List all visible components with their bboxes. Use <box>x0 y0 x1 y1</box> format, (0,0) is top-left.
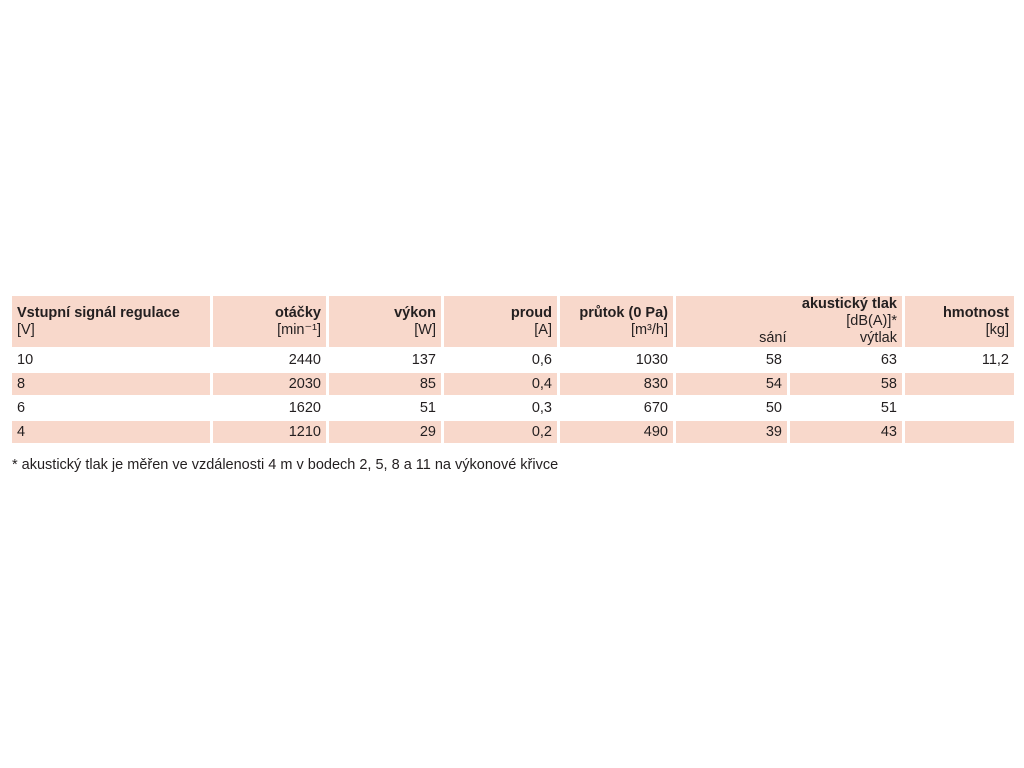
cell-weight <box>905 373 1014 395</box>
header-signal-name: Vstupní signál regulace <box>17 304 180 321</box>
cell-signal: 6 <box>17 400 26 416</box>
header-current <box>444 296 557 347</box>
cell-weight <box>905 421 1014 443</box>
header-power <box>329 296 441 347</box>
table-body <box>12 349 1014 443</box>
header-acoustic-intake: sání <box>759 330 787 346</box>
cell-flow: 1030 <box>635 352 668 368</box>
cell-flow: 670 <box>643 400 668 416</box>
header-weight-unit: [kg] <box>985 321 1009 338</box>
cell-outlet: 43 <box>790 421 902 443</box>
cell-flow: 490 <box>560 421 673 443</box>
header-power-unit: [W] <box>414 321 436 338</box>
table-header <box>12 296 1014 347</box>
cell-power: 51 <box>419 400 436 416</box>
header-speed-name: otáčky <box>275 304 321 321</box>
cell-current: 0,6 <box>531 352 552 368</box>
cell-flow: 830 <box>560 373 673 395</box>
cell-current: 0,4 <box>444 373 557 395</box>
table-row <box>12 373 1014 395</box>
cell-intake: 39 <box>676 421 787 443</box>
header-flow <box>560 296 673 347</box>
header-flow-unit: [m³/h] <box>630 321 668 338</box>
table-row <box>12 349 1014 371</box>
header-speed <box>213 296 326 347</box>
cell-current: 0,3 <box>531 400 552 416</box>
cell-intake: 50 <box>765 400 782 416</box>
cell-outlet: 58 <box>790 373 902 395</box>
cell-speed: 2030 <box>213 373 326 395</box>
cell-signal: 10 <box>17 352 34 368</box>
header-acoustic-outlet: výtlak <box>859 330 897 346</box>
cell-signal: 4 <box>12 421 210 443</box>
header-speed-unit: [min⁻¹] <box>277 321 321 338</box>
cell-intake: 58 <box>765 352 782 368</box>
header-weight <box>905 296 1014 347</box>
header-acoustic-subheaders <box>681 330 897 347</box>
header-power-name: výkon <box>394 304 436 321</box>
header-acoustic-name: akustický tlak <box>801 296 897 312</box>
header-weight-name: hmotnost <box>942 304 1009 321</box>
cell-power: 85 <box>329 373 441 395</box>
header-current-unit: [A] <box>534 321 552 338</box>
header-acoustic-title <box>681 296 897 330</box>
table-row <box>12 421 1014 443</box>
footnote: * akustický tlak je měřen ve vzdálenosti 4 m v bodech 2, 5, 8 a 11 na výkonové křivce <box>12 457 559 473</box>
header-flow-name: průtok (0 Pa) <box>579 304 668 321</box>
spec-table <box>9 294 1017 445</box>
cell-speed: 2440 <box>288 352 321 368</box>
header-acoustic <box>676 296 902 347</box>
cell-power: 137 <box>411 352 436 368</box>
cell-outlet: 63 <box>880 352 897 368</box>
header-row <box>12 296 1014 347</box>
header-current-name: proud <box>510 304 552 321</box>
cell-speed: 1210 <box>213 421 326 443</box>
cell-signal: 8 <box>12 373 210 395</box>
cell-weight: 11,2 <box>981 352 1009 368</box>
header-signal <box>12 296 210 347</box>
header-acoustic-unit: [dB(A)]* <box>846 313 897 329</box>
cell-speed: 1620 <box>288 400 321 416</box>
cell-power: 29 <box>329 421 441 443</box>
table-row <box>12 397 1014 419</box>
cell-current: 0,2 <box>444 421 557 443</box>
header-signal-unit: [V] <box>17 321 35 338</box>
cell-weight <box>905 397 1014 419</box>
cell-outlet: 51 <box>880 400 897 416</box>
cell-intake: 54 <box>676 373 787 395</box>
